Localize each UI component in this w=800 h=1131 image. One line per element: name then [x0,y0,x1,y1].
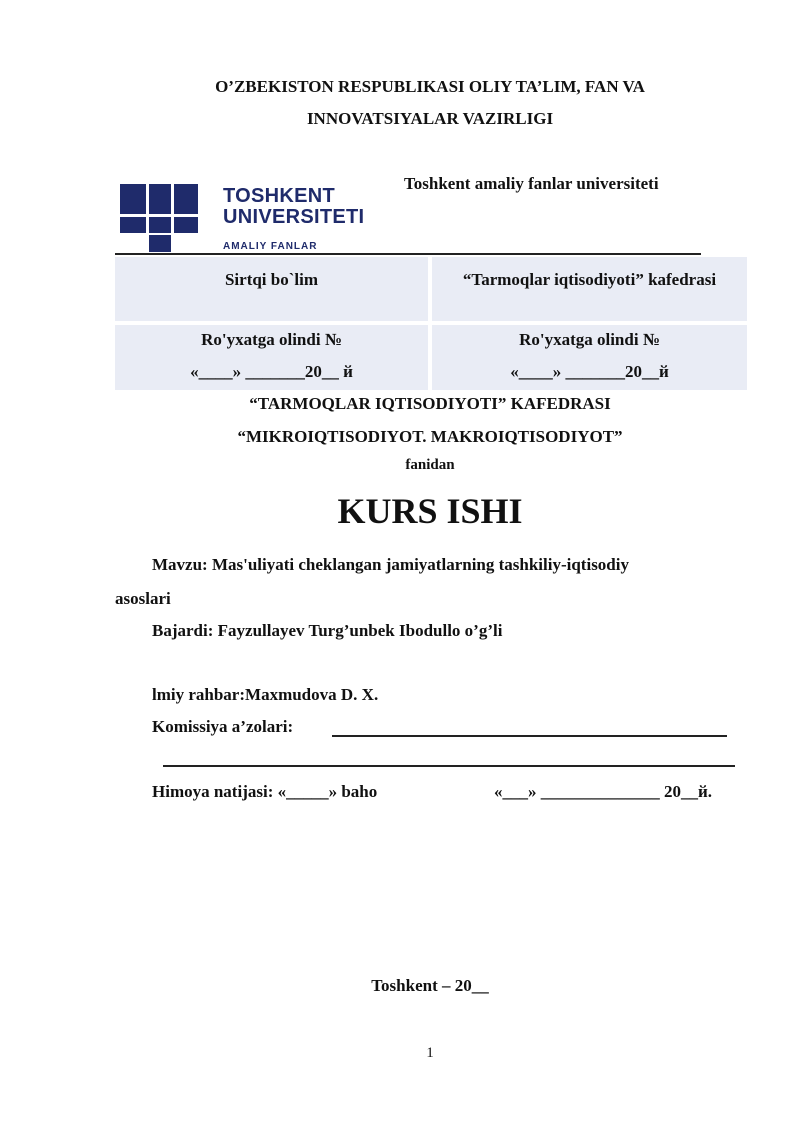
ministry-title-line1: O’ZBEKISTON RESPUBLIKASI OLIY TA’LIM, FAN VA [215,77,645,96]
logo-square-icon [149,217,171,233]
table-cell-department-section [115,257,428,321]
logo-text-line3: AMALIY FANLAR [223,241,318,252]
commission-label: Komissiya a’zolari: [152,717,294,736]
topic-line1: Mavzu: Mas'uliyati cheklangan jamiyatlarning tashkiliy-iqtisodiy [152,555,629,574]
registration-date-blank: «____» _______20__ й [190,362,353,381]
section-label: Sirtqi bo`lim [224,270,319,289]
logo-square-icon [149,235,171,252]
document-heading: KURS ISHI [337,491,523,531]
university-name: Toshkent amaliy fanlar universiteti [404,174,659,193]
university-logo [120,184,365,254]
commission-blank-line [332,735,727,737]
table-cell-kafedra [432,257,747,321]
page-number: 1 [426,1045,434,1061]
registration-date-blank: «____» _______20__й [510,362,669,381]
topic-line2: asoslari [115,589,171,608]
registration-label: Ro'yxatga olindi № [519,330,660,349]
logo-square-icon [174,184,198,214]
commission-blank-line-2 [163,765,735,767]
city-year: Toshkent – 20__ [371,976,489,995]
logo-square-icon [149,184,171,214]
supervisor-line: lmiy rahbar:Maxmudova D. X. [152,685,379,704]
subject-suffix: fanidan [405,457,455,473]
logo-square-icon [120,217,146,233]
author-line: Bajardi: Fayzullayev Turg’unbek Ibodullo o’g’li [152,621,503,640]
department-title: “TARMOQLAR IQTISODIYOTI” KAFEDRASI [249,394,611,413]
subject-title: “MIKROIQTISODIYOT. MAKROIQTISODIYOT” [237,427,623,446]
defense-date-line: «___» ______________ 20__й. [494,782,713,801]
logo-text-line2: UNIVERSITETI [223,206,365,228]
ministry-title-line2: INNOVATSIYALAR VAZIRLIGI [306,109,554,128]
table-cell-registration-left [115,325,428,390]
registration-label: Ro'yxatga olindi № [201,330,342,349]
table-cell-registration-right [432,325,747,390]
kafedra-label: “Tarmoqlar iqtisodiyoti” kafedrasi [462,270,717,289]
defense-result-line: Himoya natijasi: «_____» baho [152,782,378,801]
logo-text-line1: TOSHKENT [223,185,336,207]
header-divider [115,253,701,255]
registration-table [115,257,747,390]
logo-square-icon [120,184,146,214]
logo-square-icon [174,217,198,233]
